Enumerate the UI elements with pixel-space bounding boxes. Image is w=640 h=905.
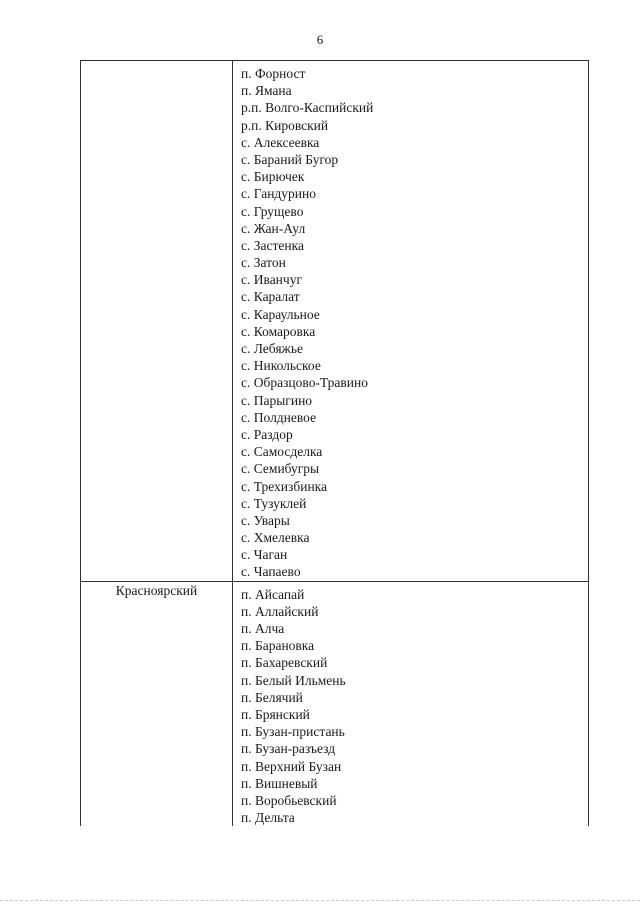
locality-item: с. Образцово-Травино — [241, 375, 368, 391]
locality-list — [233, 61, 588, 581]
locality-item: с. Парыгино — [241, 392, 313, 408]
locality-item: р.п. Кировский — [241, 117, 329, 133]
locality-item: с. Чапаево — [241, 564, 301, 580]
locality-item: с. Увары — [241, 512, 290, 528]
locality-item: п. Воробьевский — [241, 792, 337, 808]
localities-cell — [233, 581, 589, 826]
locality-item: с. Чаган — [241, 547, 288, 563]
locality-item: с. Караульное — [241, 306, 320, 322]
table-row — [81, 581, 589, 826]
locality-item: п. Форност — [241, 66, 306, 81]
locality-list — [233, 582, 588, 827]
locality-item: с. Никольское — [241, 358, 321, 374]
locality-item: п. Верхний Бузан — [241, 758, 342, 774]
locality-item: с. Бирючек — [241, 169, 305, 185]
locality-item: п. Вишневый — [241, 775, 318, 791]
locality-item: п. Ямана — [241, 83, 292, 99]
locality-item: с. Затон — [241, 255, 286, 271]
locality-item: р.п. Волго-Каспийский — [241, 100, 374, 116]
locality-item: п. Барановка — [241, 638, 315, 654]
locality-item: п. Белый Ильмень — [241, 672, 346, 688]
district-cell: Красноярский — [81, 581, 233, 826]
locality-item: с. Гандурино — [241, 186, 316, 202]
locality-item: п. Бахаревский — [241, 655, 328, 671]
page-number: 6 — [316, 32, 324, 47]
locality-item: с. Иванчуг — [241, 272, 302, 288]
district-cell — [81, 61, 233, 582]
locality-item: п. Дельта — [241, 810, 295, 826]
locality-item: с. Лебяжье — [241, 341, 304, 356]
locality-item: с. Алексеевка — [241, 134, 320, 150]
locality-item: с. Грущево — [241, 203, 304, 219]
locality-item: с. Полдневое — [241, 409, 317, 425]
locality-item: с. Самосделка — [241, 444, 323, 460]
locality-item: п. Брянский — [241, 706, 310, 722]
locality-item: с. Застенка — [241, 237, 304, 253]
locality-item: п. Айсапай — [241, 586, 305, 602]
locality-item: с. Раздор — [241, 426, 293, 442]
locality-item: с. Каралат — [241, 289, 300, 305]
locality-item: п. Бузан-пристань — [241, 724, 345, 740]
localities-cell — [233, 61, 589, 582]
table-row — [81, 61, 589, 582]
locality-item: с. Комаровка — [241, 323, 316, 339]
locality-item: с. Хмелевка — [241, 530, 310, 546]
localities-table — [80, 60, 589, 826]
locality-item: с. Жан-Аул — [241, 220, 306, 236]
locality-item: п. Аллайский — [241, 603, 319, 619]
locality-item: с. Семибугры — [241, 461, 320, 477]
locality-item: с. Трехизбинка — [241, 478, 328, 494]
locality-item: п. Бузан-разъезд — [241, 741, 336, 757]
scan-edge-line — [0, 900, 640, 901]
locality-item: с. Бараний Бугор — [241, 151, 339, 167]
locality-item: с. Тузуклей — [241, 495, 307, 511]
locality-item: п. Алча — [241, 621, 285, 636]
locality-item: п. Белячий — [241, 689, 303, 705]
